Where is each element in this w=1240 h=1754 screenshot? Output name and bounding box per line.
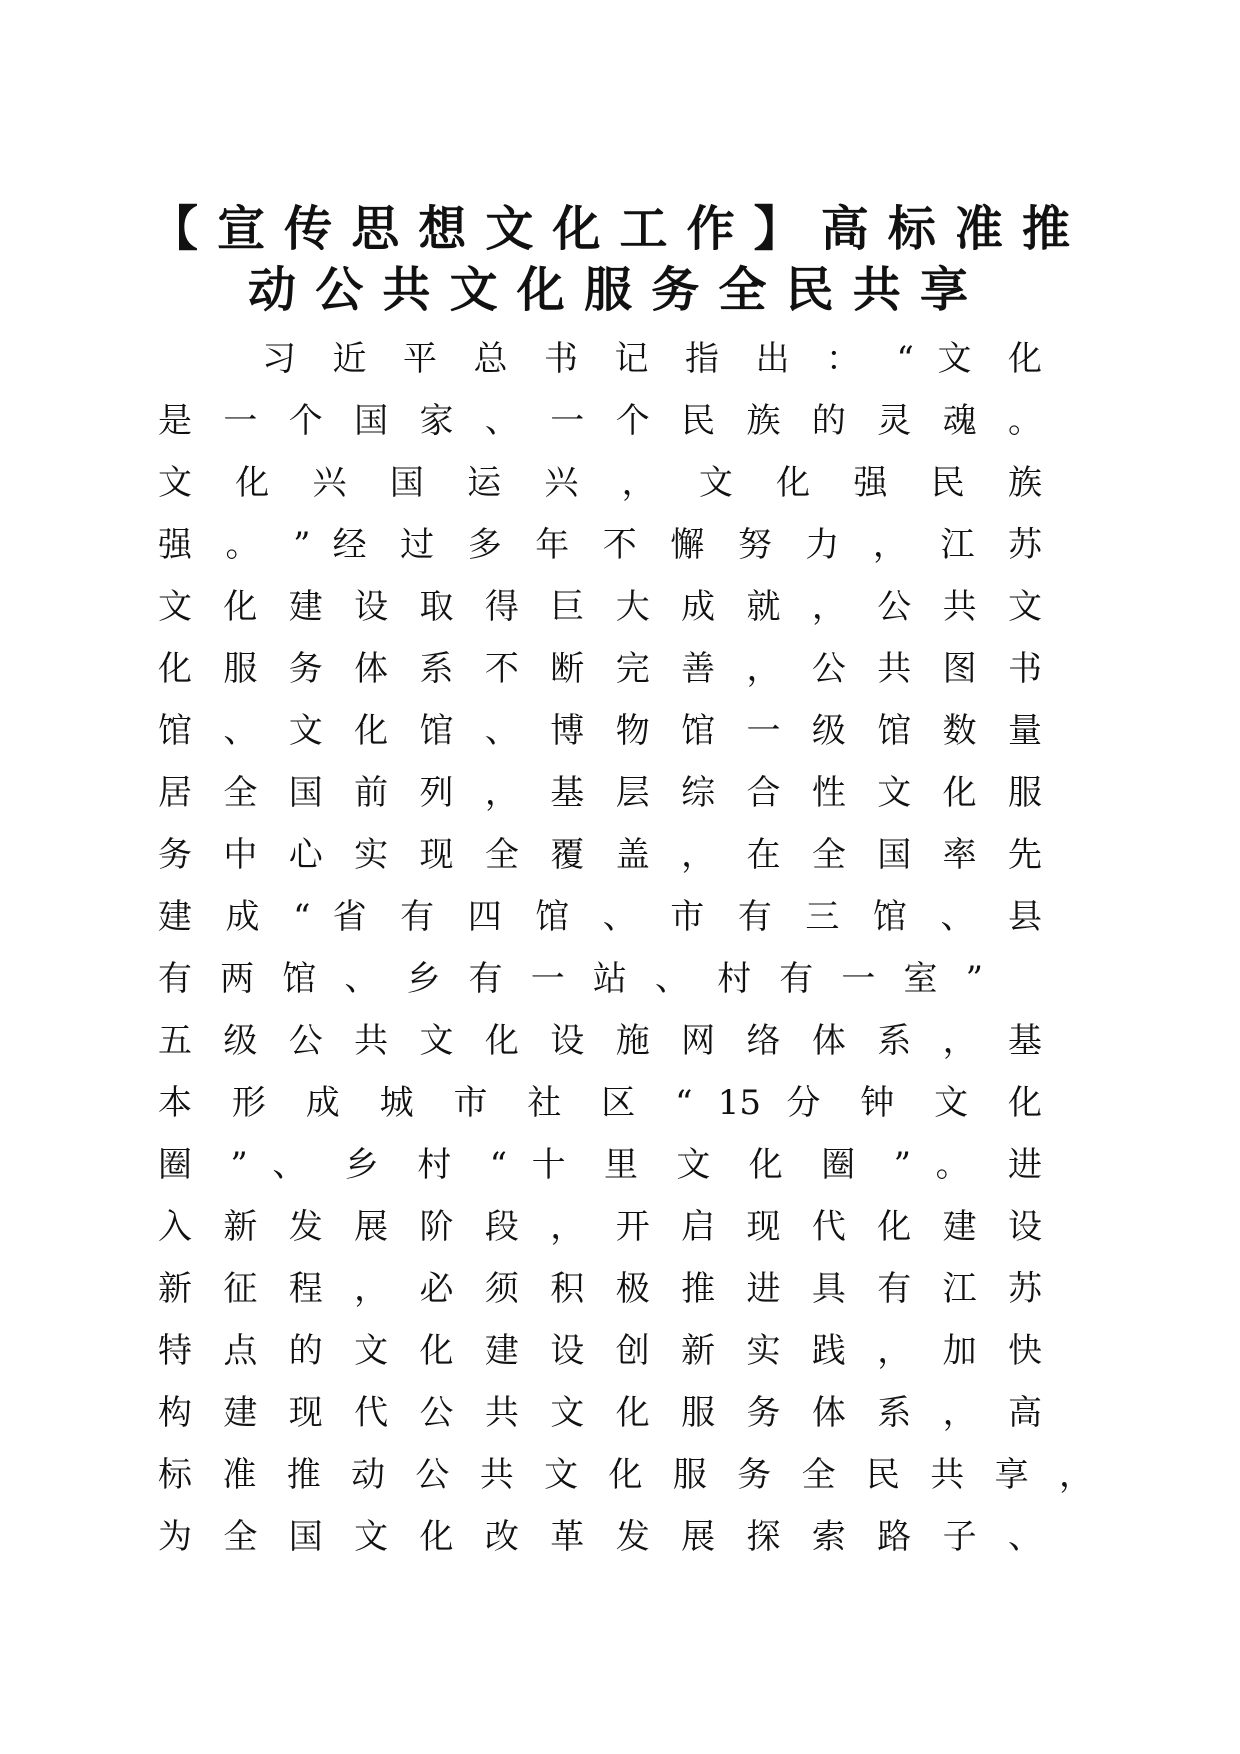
body-line: 入 新 发 展 阶 段 ， 开 启 现 代 化 建 设 [158,1207,1042,1247]
body-line: 是 一 个 国 家 、 一 个 民 族 的 灵 魂 。 [158,401,1042,441]
body-line: 构 建 现 代 公 共 文 化 服 务 体 系 ， 高 [158,1393,1042,1433]
body-line: 五 级 公 共 文 化 设 施 网 络 体 系 ， 基 [158,1021,1042,1061]
body-line: 居 全 国 前 列 ， 基 层 综 合 性 文 化 服 [158,773,1042,813]
body-line: 圈 ” 、 乡 村 “ 十 里 文 化 圈 ” 。 进 [158,1145,1042,1185]
body-line: 强 。 ” 经 过 多 年 不 懈 努 力 ， 江 苏 [158,525,1042,565]
body-line: 标 准 推 动 公 共 文 化 服 务 全 民 共 享 ， [158,1455,1093,1495]
body-line: 建 成 “ 省 有 四 馆 、 市 有 三 馆 、 县 [158,897,1042,937]
body-line: 化 服 务 体 系 不 断 完 善 ， 公 共 图 书 [158,649,1042,689]
document-title-line-1: 【宣传思想文化工作】高标准推 [150,201,1070,257]
body-line: 文 化 兴 国 运 兴 ， 文 化 强 民 族 [158,463,1042,503]
body-line: 文 化 建 设 取 得 巨 大 成 就 ， 公 共 文 [158,587,1042,627]
body-line: 有 两 馆 、 乡 有 一 站 、 村 有 一 室 ” [158,959,983,999]
body-line: 特 点 的 文 化 建 设 创 新 实 践 ， 加 快 [158,1331,1042,1371]
body-line: 习 近 平 总 书 记 指 出 ： “ 文 化 [262,339,1042,379]
body-line: 务 中 心 实 现 全 覆 盖 ， 在 全 国 率 先 [158,835,1042,875]
body-line: 新 征 程 ， 必 须 积 极 推 进 具 有 江 苏 [158,1269,1042,1309]
body-line: 为 全 国 文 化 改 革 发 展 探 索 路 子 、 [158,1517,1042,1557]
body-line: 馆 、 文 化 馆 、 博 物 馆 一 级 馆 数 量 [158,711,1042,751]
body-line: 本 形 成 城 市 社 区 “ 15 分 钟 文 化 [158,1083,1042,1123]
document-title-line-2: 动公共文化服务全民共享 [248,262,968,318]
